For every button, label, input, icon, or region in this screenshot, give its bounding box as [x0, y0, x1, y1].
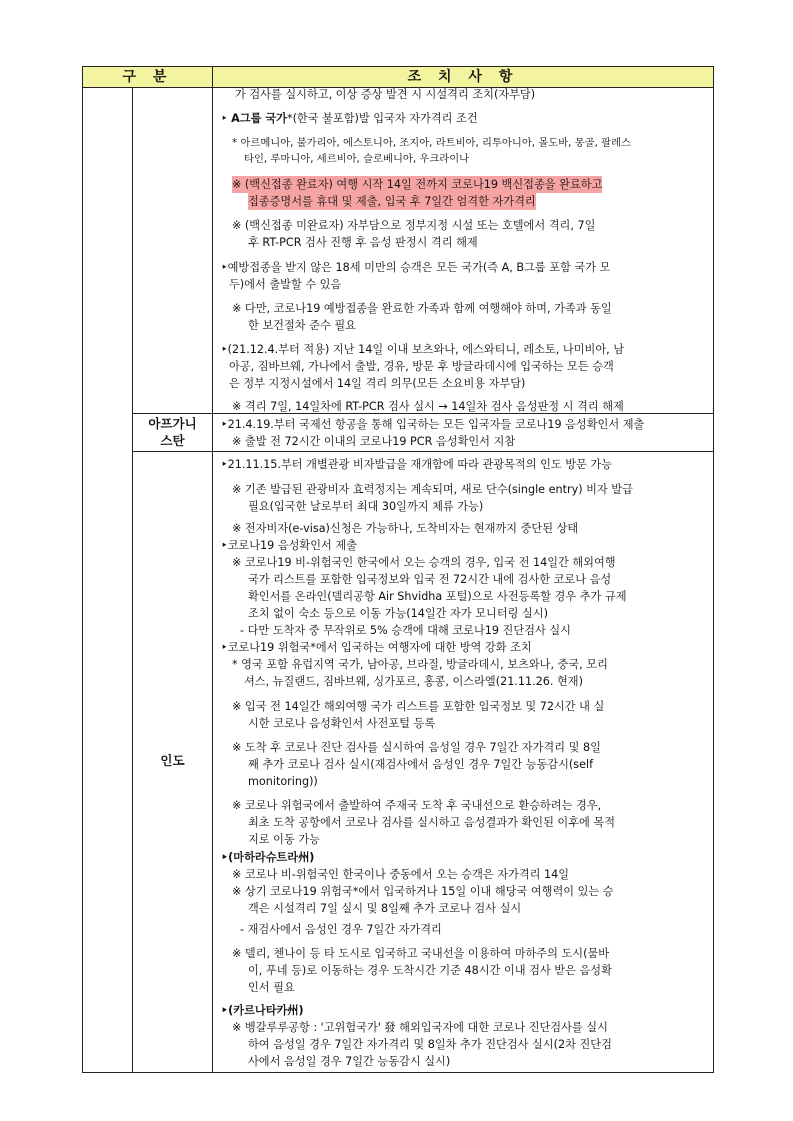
- line: ※ 다만, 코로나19 예방접종을 완료한 가족과 함께 여행해야 하며, 가족과 동일: [232, 302, 612, 315]
- bullet-icon: ‣: [221, 1004, 229, 1017]
- bullet-icon: ‣: [221, 641, 228, 654]
- line: 한 보건절차 준수 필요: [248, 319, 356, 332]
- column-divider-2: [212, 67, 213, 1072]
- country-india: 인도: [160, 753, 185, 768]
- line: 째 추가 코로나 검사 실시(재검사에서 음성인 경우 7일간 능동감시(self: [248, 758, 594, 771]
- bullet-icon: ‣: [221, 458, 228, 471]
- group-a-label: A그룹 국가: [231, 112, 287, 125]
- bullet-text: 코로나19 위험국*에서 입국하는 여행자에 대한 방역 강화 조치: [227, 641, 532, 654]
- highlighted-line: ※ (백신접종 완료자) 여행 시작 14일 전까지 코로나19 백신접종을 완료하고: [232, 178, 603, 191]
- bullet-icon: ‣: [221, 261, 228, 274]
- line: * 영국 포함 유럽지역 국가, 남아공, 브라질, 방글라데시, 보츠와나, 중국, 모리: [232, 658, 608, 671]
- bullet-text: 코로나19 음성확인서 제출: [227, 539, 358, 552]
- line: 타인, 루마니아, 세르비아, 슬로베니아, 우크라이나: [244, 153, 470, 165]
- column-divider-1: [132, 87, 133, 1072]
- line: 확인서를 온라인(델리공항 Air Shvidha 포털)으로 사전등록할 경우 추가 규제: [248, 590, 627, 603]
- line: 하여 음성일 경우 7일간 자가격리 및 8일차 추가 진단검사 실시(2차 진단검: [248, 1038, 612, 1051]
- line: - 다만 도착자 중 무작위로 5% 승객에 대해 코로나19 진단검사 실시: [240, 624, 571, 637]
- line: ※ 코로나19 비-위험국인 한국에서 오는 승객의 경우, 입국 전 14일간 해외여행: [232, 556, 616, 569]
- bullet-icon: ‣: [221, 343, 228, 356]
- section-karnataka: [221, 1002, 304, 1019]
- line: ※ 격리 7일, 14일차에 RT-PCR 검사 실시 → 14일차 검사 음성판정 시 격리 해제: [232, 400, 624, 413]
- line: 국가 리스트를 포함한 입국정보와 입국 전 72시간 내에 검사한 코로나 음성: [248, 573, 612, 586]
- line: ※ 코로나 위험국에서 출발하여 주재국 도착 후 국내선으로 환승하려는 경우,: [232, 799, 602, 812]
- line: ※ 코로나 비-위험국인 한국이나 중동에서 오는 승객은 자가격리 14일: [232, 868, 570, 881]
- line: 가 검사를 실시하고, 이상 증상 발견 시 시설격리 조치(자부담): [235, 88, 536, 101]
- bullet-icon: ‣: [221, 851, 229, 864]
- section-maharashtra: [221, 849, 314, 866]
- line: 시한 코로나 음성확인서 사전포털 등록: [248, 717, 436, 730]
- header-measures: 조 치 사 항: [407, 69, 519, 85]
- line: ※ 전자비자(e-visa)신청은 가능하나, 도착비자는 현재까지 중단된 상태: [232, 522, 579, 535]
- line: ※ 상기 코로나19 위험국*에서 입국하거나 15일 이내 해당국 여행력이 있는 승: [232, 885, 614, 898]
- line: 사에서 음성일 경우 7일간 능동감시 실시): [248, 1055, 451, 1068]
- group-a-rest: *(한국 불포함)발 입국자 자가격리 조건: [286, 112, 478, 125]
- country-afghanistan-line1: 아프가니: [148, 416, 197, 431]
- line-bullet: [221, 259, 610, 276]
- bullet-text: 예방접종을 받지 않은 18세 미만의 승객은 모든 국가(즉 A, B그룹 포함 국가 모: [227, 261, 611, 274]
- line: monitoring)): [248, 775, 318, 788]
- section-title: (마하라슈트라州): [228, 851, 315, 864]
- line: 셔스, 뉴질랜드, 짐바브웨, 싱가포르, 홍콩, 이스라엘(21.11.26. 현재): [244, 675, 583, 688]
- line: 두)에서 출발할 수 있음: [229, 278, 342, 291]
- line-group-a: [221, 110, 478, 127]
- table-header: [83, 67, 713, 88]
- section-title: (카르나타카州): [228, 1004, 304, 1017]
- row-divider-india-top: [132, 451, 713, 452]
- line-bullet: [221, 416, 644, 433]
- line: 조치 없이 숙소 등으로 이동 가능(14일간 자가 모니터링 실시): [248, 607, 548, 620]
- line-bullet: [221, 639, 532, 656]
- line: ※ 벵갈루루공항 : '고위험국가' 發 해외입국자에 대한 코로나 진단검사를 실시: [232, 1021, 608, 1034]
- line: * 아르메니아, 불가리아, 에스토니아, 조지아, 라트비아, 리투아니아, 몰도바, 몽골, 팔레스: [232, 137, 631, 149]
- line: - 재검사에서 음성인 경우 7일간 자가격리: [240, 923, 442, 936]
- bullet-text: 21.4.19.부터 국제선 항공을 통해 입국하는 모든 입국자들 코로나19 음성확인서 제출: [227, 418, 645, 431]
- line-bullet: [221, 537, 357, 554]
- line: 객은 시설격리 7일 실시 및 8일째 추가 코로나 검사 실시: [248, 902, 522, 915]
- header-category: 구 분: [83, 67, 213, 87]
- line: ※ (백신접종 미완료자) 자부담으로 정부지정 시설 또는 호텔에서 격리, 7일: [232, 219, 596, 232]
- bullet-text: (21.12.4.부터 적용) 지난 14일 이내 보츠와나, 에스와티니, 레소토, 나미비아, 남: [227, 343, 625, 356]
- line: 은 정부 지정시설에서 14일 격리 의무(모든 소요비용 자부담): [229, 377, 526, 390]
- line: 인서 필요: [248, 981, 295, 994]
- line: ※ 도착 후 코로나 진단 검사를 실시하여 음성일 경우 7일간 자가격리 및 8일: [232, 741, 601, 754]
- highlighted-line: 접종증명서를 휴대 및 제출, 입국 후 7일간 엄격한 자가격리: [248, 195, 536, 208]
- line: 이, 푸네 등)로 이동하는 경우 도착시간 기준 48시간 이내 검사 받은 음성확: [248, 964, 612, 977]
- line: 필요(입국한 날로부터 최대 30일까지 체류 가능): [248, 500, 484, 513]
- bullet-icon: ‣: [221, 418, 228, 431]
- line: 후 RT-PCR 검사 진행 후 음성 판정시 격리 해제: [248, 236, 478, 249]
- line: ※ 델리, 첸나이 등 타 도시로 입국하고 국내선을 이용하여 마하주의 도시(뭄바: [232, 947, 610, 960]
- line: 지로 이동 가능: [248, 833, 320, 846]
- line: ※ 출발 전 72시간 이내의 코로나19 PCR 음성확인서 지참: [232, 435, 516, 448]
- bullet-icon: ‣: [221, 112, 228, 125]
- bullet-text: 21.11.15.부터 개별관광 비자발급을 재개함에 따라 관광목적의 인도 방문 가능: [227, 458, 613, 471]
- bullet-icon: ‣: [221, 539, 228, 552]
- line: 아공, 짐바브웨, 가나에서 출발, 경유, 방문 후 방글라데시에 입국하는 모든 승객: [229, 360, 614, 373]
- line-bullet: [221, 456, 612, 473]
- line: ※ 기존 발급된 관광비자 효력정지는 계속되며, 새로 단수(single entry) 비자 발급: [232, 483, 633, 496]
- country-afghanistan-line2: 스탄: [160, 433, 185, 448]
- line: ※ 입국 전 14일간 해외여행 국가 리스트를 포함한 입국정보 및 72시간 내 실: [232, 700, 605, 713]
- country-afghanistan: [133, 415, 212, 449]
- line-bullet: [221, 341, 624, 358]
- line: 최초 도착 공항에서 코로나 검사를 실시하고 음성결과가 확인된 이후에 목적: [248, 816, 616, 829]
